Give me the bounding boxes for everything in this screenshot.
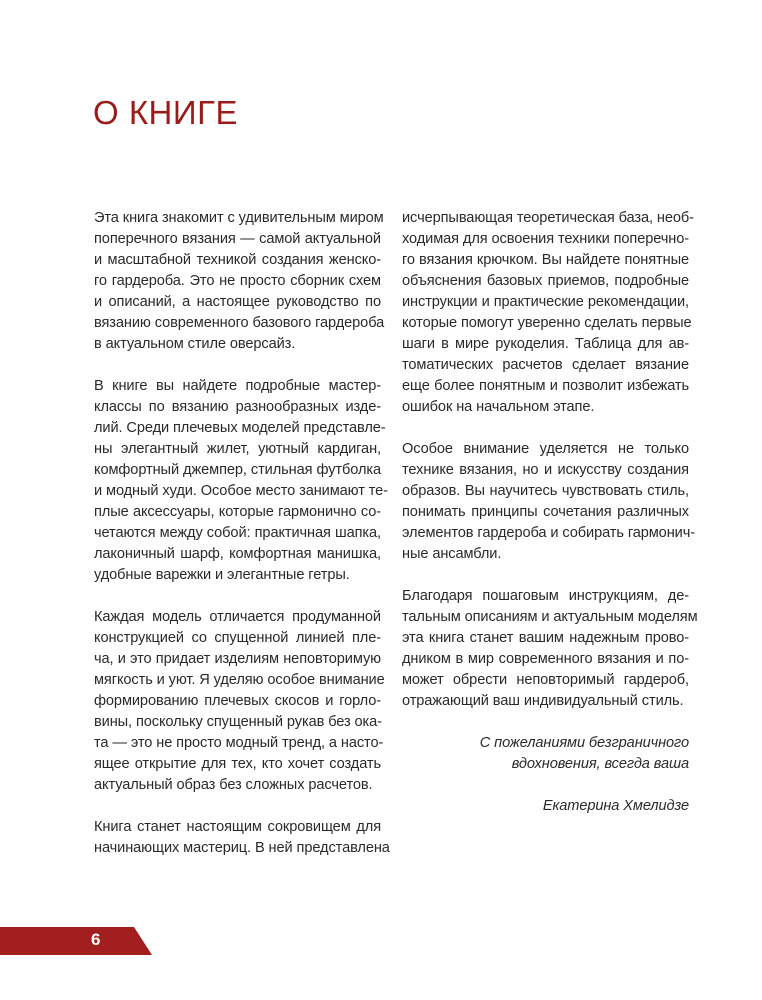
text-line: технике вязания, но и искусству создания [402, 462, 689, 478]
text-line: го вязания крючком. Вы найдете понятные [402, 252, 689, 268]
text-line: вдохновения, всегда ваша [511, 756, 689, 772]
text-line: мягкость и уют. Я уделяю особое внимание [94, 672, 385, 688]
paragraph [94, 817, 390, 859]
text-line: тальным описаниям и актуальным моделям [402, 609, 698, 625]
paragraph [402, 208, 694, 418]
text-line: актуальный образ без сложных расчетов. [94, 777, 373, 793]
text-line: исчерпывающая теоретическая база, необ- [402, 210, 694, 226]
text-line: классы по вязанию разнообразных изде- [94, 399, 381, 415]
text-line: Особое внимание уделяется не только [402, 441, 689, 457]
page-title: О КНИГЕ [93, 94, 238, 131]
text-line: и описаний, а настоящее руководство по [94, 294, 381, 310]
text-line: ные ансамбли. [402, 546, 502, 562]
text-line: В книге вы найдете подробные мастер- [94, 378, 381, 394]
text-line: и масштабной техникой создания женско- [94, 252, 381, 268]
text-line: ча, и это придает изделиям неповторимую [94, 651, 381, 667]
text-line: шаги в мире рукоделия. Таблица для ав- [402, 336, 689, 352]
paragraph [94, 376, 388, 586]
text-line: Книга станет настоящим сокровищем для [94, 819, 381, 835]
text-line: элементов гардероба и собирать гармонич- [402, 525, 695, 541]
text-line: понимать принципы сочетания различных [402, 504, 689, 520]
paragraph [94, 208, 385, 355]
text-line: ны элегантный жилет, уютный кардиган, [94, 441, 381, 457]
text-line: ящее открытие для тех, кто хочет создать [94, 756, 381, 772]
text-line: отражающий ваш индивидуальный стиль. [402, 693, 684, 709]
text-line: и модный худи. Особое место занимают те- [94, 483, 388, 499]
text-line: поперечного вязания — самой актуальной [94, 231, 381, 247]
text-line: начинающих мастериц. В ней представлена [94, 840, 390, 856]
text-line: четаются между собой: практичная шапка, [94, 525, 381, 541]
text-line: удобные варежки и элегантные гетры. [94, 567, 350, 583]
text-line: та — это не просто модный тренд, а насто- [94, 735, 384, 751]
signature-wish [402, 733, 689, 775]
text-line: может обрести неповторимый гардероб, [402, 672, 689, 688]
text-line: лаконичный шарф, комфортная манишка, [94, 546, 381, 562]
page-number: 6 [91, 930, 101, 949]
author-name: Екатерина Хмелидзе [542, 798, 689, 814]
text-line: формированию плечевых скосов и горло- [94, 693, 381, 709]
text-line: ходимая для освоения техники поперечно- [402, 231, 690, 247]
text-line: Эта книга знакомит с удивительным миром [94, 210, 384, 226]
page-number-tab [0, 927, 152, 955]
text-line: образов. Вы научитесь чувствовать стиль, [402, 483, 689, 499]
text-line: комфортный джемпер, стильная футболка [94, 462, 381, 478]
text-line: которые помогут уверенно сделать первые [402, 315, 692, 331]
text-line: конструкцией со спущенной линией пле- [94, 630, 381, 646]
text-line: объяснения базовых приемов, подробные [402, 273, 689, 289]
paragraph [402, 586, 698, 712]
text-line: вязанию современного базового гардероба [94, 315, 385, 331]
paragraph [402, 439, 695, 565]
text-line: дником в мир современного вязания и по- [402, 651, 689, 667]
text-line: ошибок на начальном этапе. [402, 399, 595, 415]
text-line: эта книга станет вашим надежным прово- [402, 630, 689, 646]
text-line: го гардероба. Это не просто сборник схем [94, 273, 381, 289]
text-line: С пожеланиями безграничного [479, 735, 689, 751]
text-line: плые аксессуары, которые гармонично со- [94, 504, 381, 520]
text-column-left [94, 208, 390, 859]
text-line: Каждая модель отличается продуманной [94, 609, 381, 625]
text-line: еще более понятным и позволит избежать [402, 378, 689, 394]
text-column-right [402, 208, 698, 817]
signature-author [402, 796, 689, 817]
paragraph [94, 607, 385, 796]
text-line: инструкции и практические рекомендации, [402, 294, 689, 310]
text-line: Благодаря пошаговым инструкциям, де- [402, 588, 689, 604]
text-line: в актуальном стиле оверсайз. [94, 336, 296, 352]
text-line: томатических расчетов сделает вязание [402, 357, 689, 373]
text-line: лий. Среди плечевых моделей представле- [94, 420, 386, 436]
text-line: вины, поскольку спущенный рукав без ока- [94, 714, 382, 730]
